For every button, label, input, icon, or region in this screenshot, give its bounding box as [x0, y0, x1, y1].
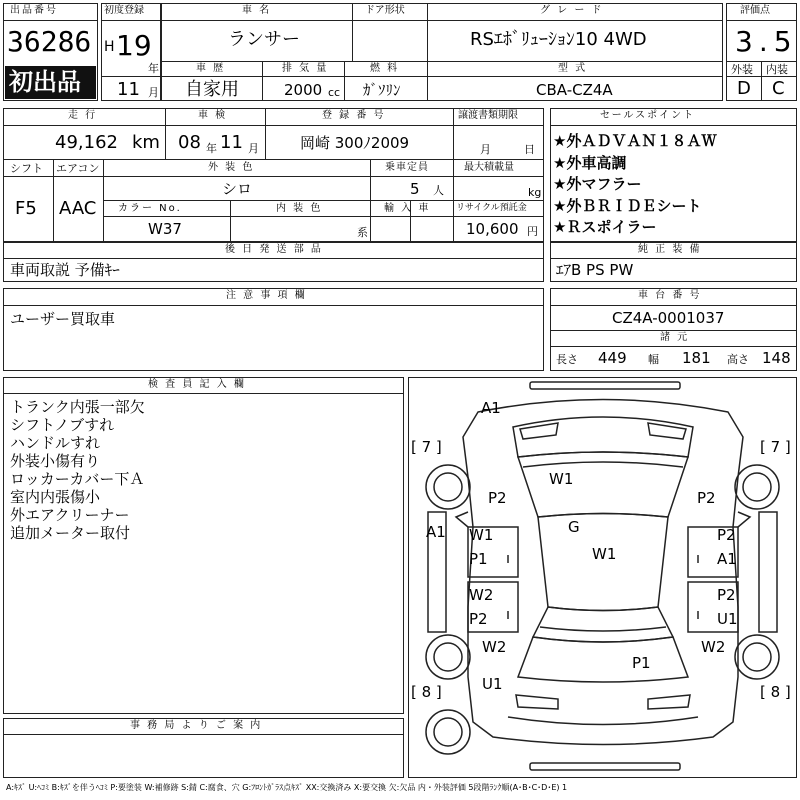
- history-label: 車 歴: [196, 63, 226, 74]
- score: 3.5: [735, 25, 798, 58]
- door-label: ドア形状: [365, 5, 405, 16]
- color-no: W37: [148, 220, 182, 238]
- wheel-fr: [735, 465, 779, 509]
- diagram-mark-p1-rear: P1: [632, 654, 651, 672]
- sales-point-item: ★外ＢＲＩＤＥシート: [553, 196, 702, 215]
- inspector-line: シフトノブすれ: [10, 416, 115, 434]
- load-label: 最大積載量: [464, 162, 514, 173]
- ac: AAC: [59, 198, 97, 219]
- diagram-mark-w2-rrear: W2: [701, 638, 726, 656]
- vehicle-detail-box: [3, 108, 544, 242]
- inspector-lines: [10, 396, 145, 540]
- rear-bumper-strip: [530, 763, 680, 770]
- diagram-mark-w1-center: W1: [592, 545, 617, 563]
- lot-number-label: 出品番号: [10, 5, 58, 16]
- notes-label: 注 意 事 項 欄: [226, 290, 307, 301]
- diagram-mark-w1-roof: W1: [549, 470, 574, 488]
- capacity: 5: [410, 180, 420, 198]
- diagram-mark-a1-rdoor: A1: [717, 550, 737, 568]
- equipment-label: 純 正 装 備: [638, 244, 702, 255]
- inspector-line: 室内内張傷小: [10, 488, 101, 506]
- displacement: 2000: [284, 81, 323, 99]
- month-unit: 月: [148, 86, 159, 99]
- int-color-label: 内 装 色: [276, 203, 323, 214]
- width-value: 181: [682, 349, 711, 367]
- diagram-mark-a1-left: A1: [426, 523, 446, 541]
- shift: F5: [15, 198, 37, 219]
- fuel: ｶﾞｿﾘﾝ: [363, 81, 401, 99]
- first-reg-label: 初度登録: [104, 5, 144, 16]
- plate-label: 登 録 番 号: [322, 110, 386, 121]
- length-label: 長さ: [556, 353, 578, 366]
- car-diagram: [408, 377, 797, 778]
- color-no-label: カラー No.: [118, 203, 182, 214]
- front-bumper-strip: [530, 382, 680, 389]
- sales-point-item: ★外車高調: [553, 153, 627, 172]
- inspector-line: トランク内張一部欠: [10, 398, 145, 416]
- sales-points-label: セールスポイント: [600, 110, 696, 121]
- wheel-rl: [426, 635, 470, 679]
- transfer-day-unit: 日: [524, 143, 535, 156]
- height-label: 高さ: [727, 353, 749, 366]
- recycle-label: リサイクル預託金: [456, 203, 527, 213]
- diagram-mark-u1-rear: U1: [482, 675, 503, 693]
- inspector-line: ロッカーカバー下Ａ: [10, 470, 145, 488]
- sales-point-item: ★外マフラー: [553, 175, 642, 193]
- inspection-month: 11: [220, 132, 243, 153]
- diagram-mark-w2-lrear: W2: [482, 638, 507, 656]
- displacement-unit: cc: [328, 86, 341, 99]
- capacity-unit: 人: [433, 184, 444, 197]
- diagram-mark-p1-ldoor: P1: [469, 550, 488, 568]
- first-listing-label: 初出品: [9, 68, 81, 96]
- diagram-mark-p2-ldoor: P2: [469, 610, 488, 628]
- car-name-label: 車 名: [242, 5, 272, 16]
- history: 自家用: [185, 79, 239, 100]
- tire-fr: [ 7 ]: [760, 438, 791, 456]
- interior-grade: C: [772, 78, 785, 99]
- first-reg-month: 11: [117, 79, 140, 100]
- first-reg-year: 19: [116, 29, 152, 62]
- score-label: 評価点: [740, 5, 770, 16]
- transfer-month-unit: 月: [480, 143, 491, 156]
- inspection-month-unit: 月: [248, 142, 259, 155]
- diagram-mark-u1-rdoor: U1: [717, 610, 738, 628]
- mileage: 49,162: [55, 132, 118, 153]
- year-unit: 年: [148, 62, 159, 75]
- sales-point-item: ★外ＡＤＶＡＮ１８ＡＷ: [553, 132, 717, 150]
- inspection-label: 車 検: [198, 110, 228, 121]
- lot-number: 36286: [7, 25, 92, 58]
- notes-value: ユーザー買取車: [10, 310, 116, 328]
- import-label: 輸 入 車: [384, 203, 431, 214]
- capacity-label: 乗車定員: [385, 162, 429, 173]
- diagram-mark-g-center: G: [568, 518, 580, 536]
- ext-color: シロ: [222, 180, 253, 198]
- ac-label: エアコン: [56, 162, 100, 175]
- diagram-mark-p2-rdoor2: P2: [717, 586, 736, 604]
- tire-rl: [ 8 ]: [411, 683, 442, 701]
- int-color-unit: 系: [357, 226, 368, 239]
- grade-label: グ レ ー ド: [540, 5, 604, 16]
- car-info-box: [161, 3, 723, 101]
- inspector-line: 追加メーター取付: [10, 524, 131, 542]
- parts-label: 後 日 発 送 部 品: [225, 244, 323, 255]
- inspector-line: 外装小傷有り: [10, 452, 101, 470]
- diagram-mark-p2-left: P2: [488, 489, 507, 507]
- inspector-line: ハンドルすれ: [10, 434, 101, 452]
- trunk: [518, 637, 688, 682]
- inspection-year: 08: [178, 132, 201, 153]
- chassis-label: 車 台 番 号: [638, 290, 702, 301]
- mileage-unit: km: [132, 132, 160, 153]
- model-code: CBA-CZ4A: [536, 81, 613, 99]
- dims-label: 諸 元: [660, 332, 690, 343]
- transfer-label: 譲渡書類期限: [458, 110, 518, 121]
- shift-label: シフト: [10, 162, 43, 175]
- displacement-label: 排 気 量: [282, 63, 329, 74]
- plate: 岡崎 300ﾉ2009: [300, 134, 410, 152]
- diagram-mark-a1-top: A1: [481, 399, 501, 417]
- inspector-label: 検 査 員 記 入 欄: [148, 379, 246, 390]
- recycle-unit: 円: [527, 225, 538, 238]
- inspection-year-unit: 年: [206, 142, 217, 155]
- tire-fl: [ 7 ]: [411, 438, 442, 456]
- car-name: ランサー: [228, 29, 300, 50]
- diagram-mark-p2-right: P2: [697, 489, 716, 507]
- sales-point-item: ★Ｒスポイラー: [553, 218, 657, 236]
- fuel-label: 燃 料: [370, 63, 400, 74]
- mileage-label: 走 行: [68, 110, 98, 121]
- office-label: 事 務 局 よ り ご 案 内: [130, 720, 263, 731]
- model-code-label: 型 式: [558, 63, 588, 74]
- equipment-value: ｴｱB PS PW: [556, 261, 634, 279]
- diagram-mark-p2-rdoor: P2: [717, 526, 736, 544]
- grade: RSｴﾎﾞﾘｭｰｼｮﾝ10 4WD: [470, 29, 647, 50]
- spare-wheel: [426, 710, 470, 754]
- era: H: [104, 39, 115, 55]
- diagram-mark-w2-ldoor: W2: [469, 586, 494, 604]
- inspector-line: 外エアクリーナー: [10, 506, 130, 524]
- rear-window: [533, 607, 673, 642]
- right-rocker: [759, 512, 777, 632]
- recycle: 10,600: [466, 220, 519, 238]
- load-unit: kg: [528, 186, 542, 199]
- diagram-mark-w1-ldoor: W1: [469, 526, 494, 544]
- wheel-rr: [735, 635, 779, 679]
- exterior-grade: D: [737, 78, 751, 99]
- height-value: 148: [762, 349, 791, 367]
- legend: A:ｷｽﾞ U:ﾍｺﾐ B:ｷｽﾞを伴うﾍｺﾐ P:要塗装 W:補修跡 S:錆 C:腐食、穴 G:ﾌﾛﾝﾄｶﾞﾗｽ点ｷｽﾞ XX:交換済み X:要交換 欠:欠品 内・外装評価 5段階ﾗﾝｸ順(A･B･C･D･E) 1: [6, 783, 568, 792]
- exterior-grade-label: 外装: [731, 63, 753, 76]
- interior-grade-label: 内装: [766, 63, 788, 76]
- ext-color-label: 外 装 色: [208, 162, 255, 173]
- sales-points-list: [553, 130, 793, 238]
- tire-rr: [ 8 ]: [760, 683, 791, 701]
- wheel-fl: [426, 465, 470, 509]
- parts-value: 車両取説 予備ｷｰ: [10, 261, 120, 279]
- width-label: 幅: [648, 353, 659, 366]
- chassis-value: CZ4A-0001037: [612, 309, 725, 327]
- length-value: 449: [598, 349, 627, 367]
